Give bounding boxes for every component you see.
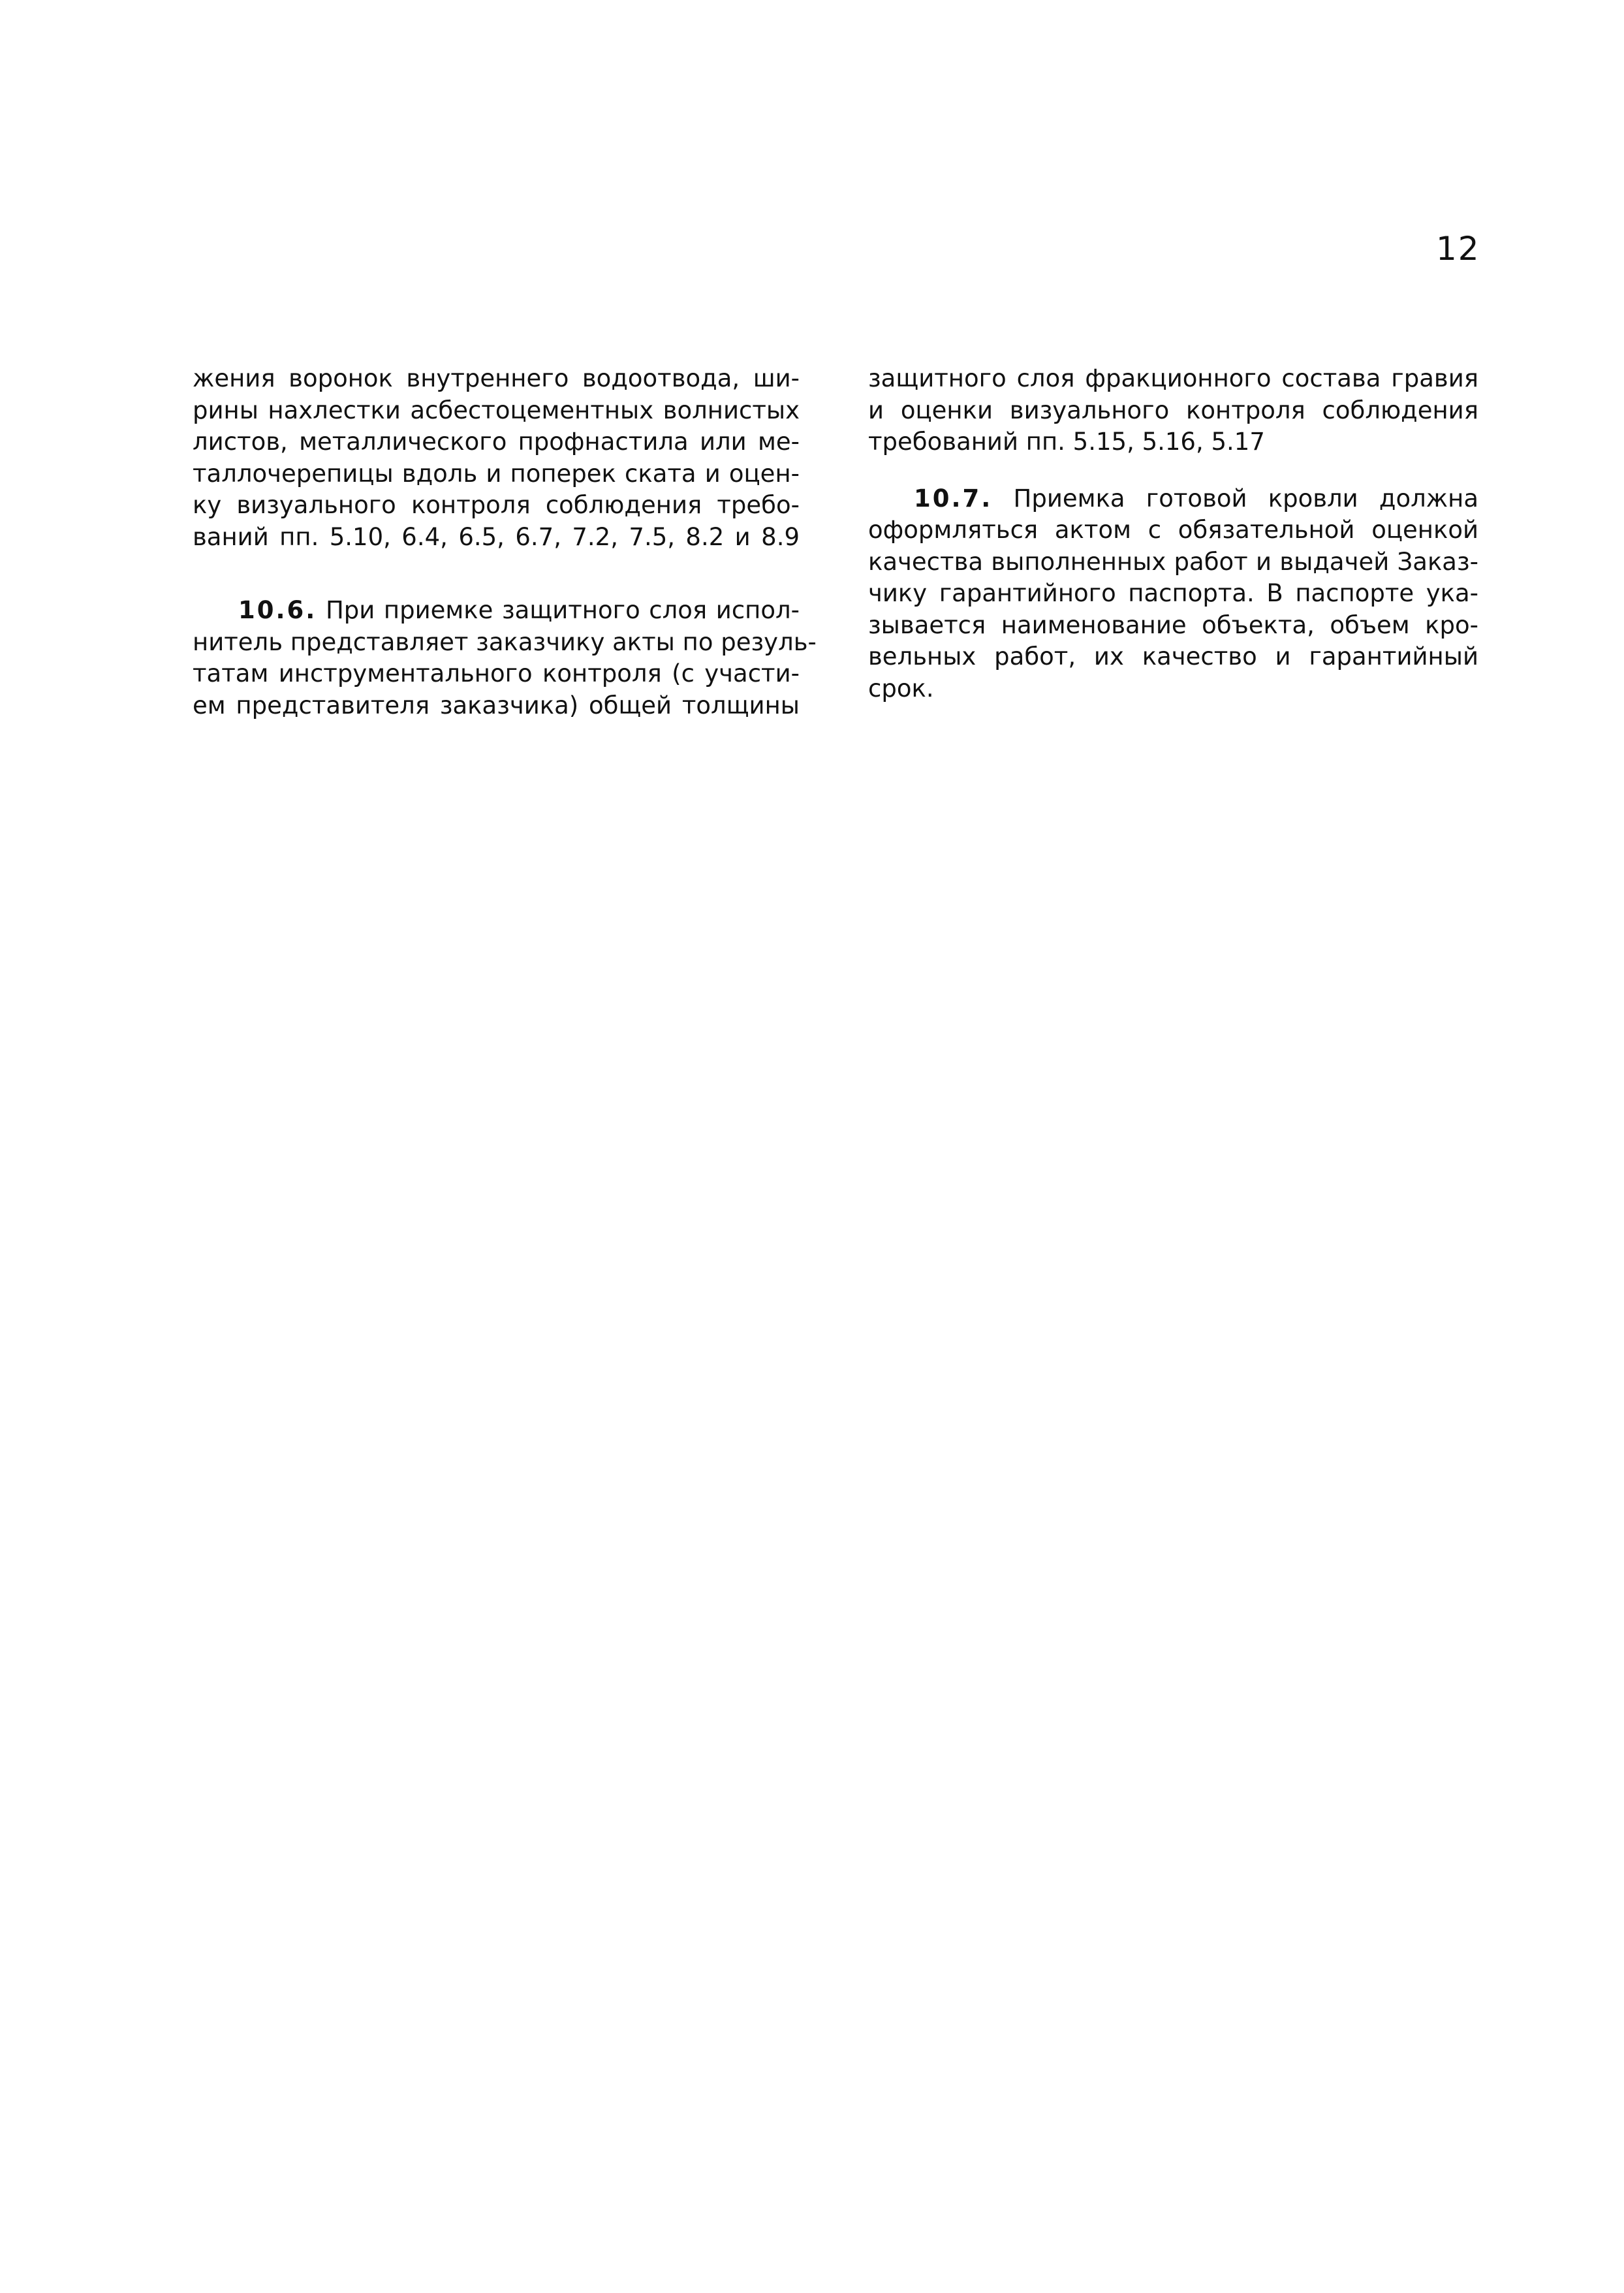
text-fragment: При приемке защитного слоя испол- [317, 596, 800, 624]
text-line: ваний пп. 5.10, 6.4, 6.5, 6.7, 7.2, 7.5, 8.2 и 8.9 [193, 522, 800, 551]
text-line: вельных работ, их качество и гарантийный [868, 642, 1478, 671]
text-line: ем представителя заказчика) общей толщины [193, 691, 800, 720]
text-line: жения воронок внутреннего водоотвода, ши- [193, 364, 800, 392]
paragraph-continued [868, 363, 1478, 458]
left-column [193, 363, 817, 721]
text-line: срок. [868, 674, 934, 703]
section-number: 10.7. [914, 484, 993, 513]
text-line: требований пп. 5.15, 5.16, 5.17 [868, 428, 1265, 456]
paragraph-continued [193, 363, 800, 553]
text-line: и оценки визуального контроля соблюдения [868, 396, 1478, 424]
text-line: рины нахлестки асбестоцементных волнистых [193, 396, 800, 424]
section-number: 10.6. [238, 596, 317, 624]
right-column [868, 363, 1478, 704]
text-line: листов, металлического профнастила или ме- [193, 428, 800, 456]
text-line: нитель представляет заказчику акты по резуль- [193, 627, 817, 656]
text-fragment: Приемка готовой кровли должна [992, 484, 1478, 513]
text-line: чику гарантийного паспорта. В паспорте ука- [868, 579, 1478, 607]
paragraph-10-7 [868, 483, 1478, 705]
page-number: 12 [1436, 230, 1480, 268]
text-line: ку визуального контроля соблюдения требо- [193, 491, 800, 519]
text-line: татам инструментального контроля (с участи- [193, 659, 800, 688]
text-line [868, 483, 1478, 515]
text-line: зывается наименование объекта, объем кро- [868, 610, 1478, 639]
text-line: таллочерепицы вдоль и поперек ската и оцен- [193, 459, 800, 488]
text-line: оформляться актом с обязательной оценкой [868, 516, 1478, 544]
paragraph-10-6 [193, 595, 817, 721]
text-line: защитного слоя фракционного состава гравия [868, 364, 1478, 392]
text-line: качества выполненных работ и выдачей Заказ- [868, 547, 1478, 576]
text-line [193, 595, 800, 627]
